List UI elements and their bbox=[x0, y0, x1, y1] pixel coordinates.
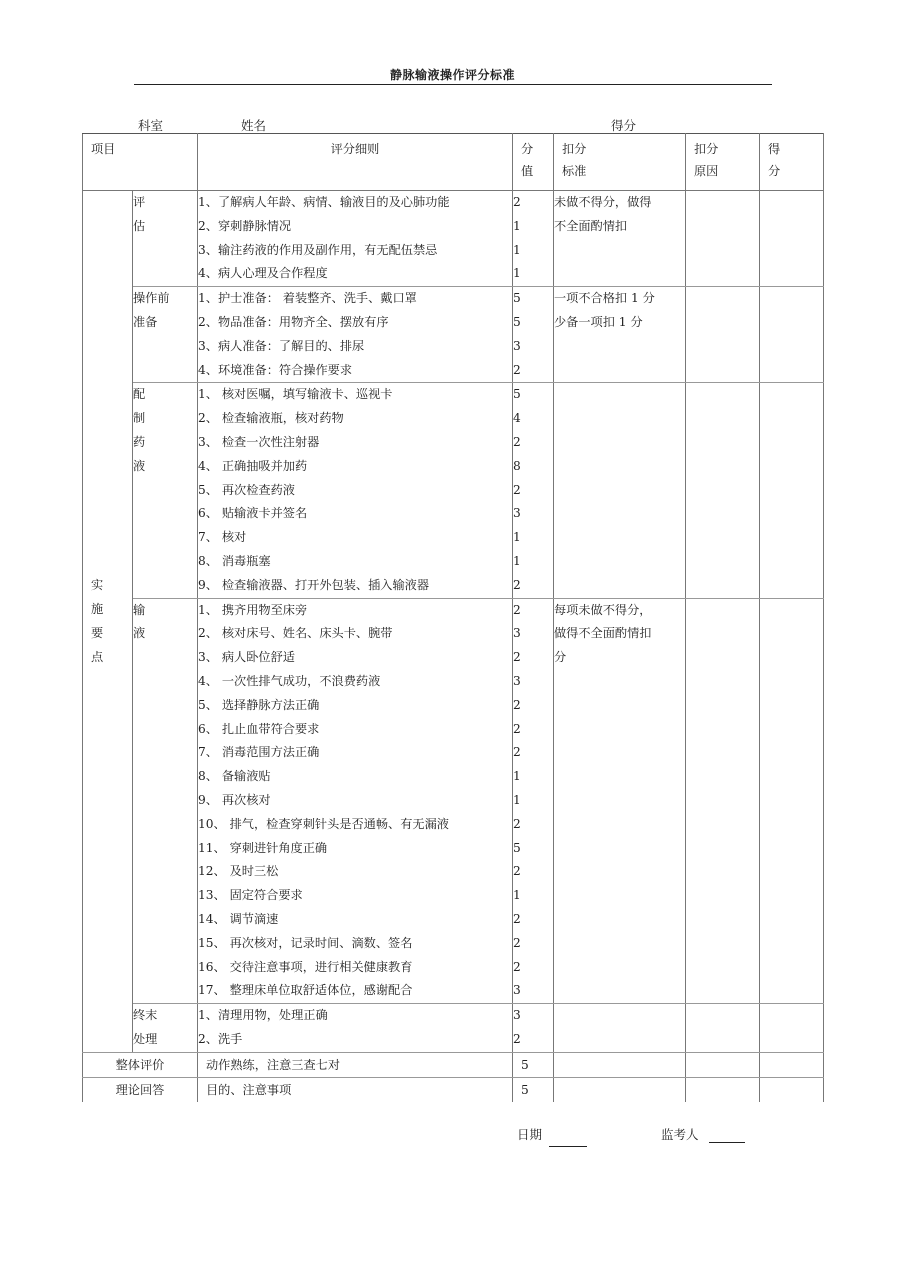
name-field bbox=[241, 116, 320, 134]
header-deduct-reason: 扣分 原因 bbox=[686, 134, 760, 191]
group-name-line: 准备 bbox=[133, 314, 158, 329]
group-name-line: 药 bbox=[133, 434, 146, 449]
criteria-item: 2、穿刺静脉情况 bbox=[198, 218, 292, 233]
group-name-line: 液 bbox=[133, 458, 146, 473]
deduction-reason-cell[interactable] bbox=[686, 191, 760, 287]
criteria-list bbox=[198, 287, 513, 383]
criteria-item: 3、 病人卧位舒适 bbox=[198, 650, 295, 665]
date-field bbox=[517, 1125, 542, 1143]
points-value: 3 bbox=[513, 673, 521, 688]
overall-score[interactable] bbox=[760, 1052, 824, 1077]
points-value: 1 bbox=[513, 888, 521, 903]
criteria-item: 1、护士准备： 着装整齐、洗手、戴口罩 bbox=[198, 291, 417, 306]
points-value: 1 bbox=[513, 266, 521, 281]
criteria-item: 17、 整理床单位取舒适体位，感谢配合 bbox=[198, 983, 413, 998]
overall-deduct-reason[interactable] bbox=[686, 1052, 760, 1077]
group-row bbox=[83, 1004, 824, 1053]
dept-field bbox=[138, 116, 209, 134]
score-field bbox=[611, 116, 686, 134]
header-score: 得 分 bbox=[760, 134, 824, 191]
points-list bbox=[513, 287, 554, 383]
criteria-item: 3、病人准备：了解目的、排尿 bbox=[198, 338, 365, 353]
criteria-item: 1、清理用物，处理正确 bbox=[198, 1008, 328, 1023]
points-value: 1 bbox=[513, 530, 521, 545]
group-name-line: 输 bbox=[133, 602, 146, 617]
deduction-standard-line: 少备一项扣 1 分 bbox=[554, 314, 643, 329]
points-value: 4 bbox=[513, 411, 521, 426]
criteria-item: 9、 再次核对 bbox=[198, 792, 271, 807]
criteria-item: 5、 再次检查药液 bbox=[198, 482, 295, 497]
criteria-item: 8、 消毒瓶塞 bbox=[198, 553, 271, 568]
group-row bbox=[83, 191, 824, 287]
group-name bbox=[133, 191, 198, 287]
examiner-label: 监考人 bbox=[661, 1127, 699, 1142]
theory-label: 理论回答 bbox=[83, 1077, 198, 1102]
criteria-item: 6、 扎止血带符合要求 bbox=[198, 721, 320, 736]
deduction-standard[interactable] bbox=[554, 383, 686, 598]
deduction-standard-line: 分 bbox=[554, 650, 567, 665]
deduction-standard-line: 做得不全面酌情扣 bbox=[554, 626, 652, 641]
group-row bbox=[83, 383, 824, 598]
points-value: 3 bbox=[513, 1008, 521, 1023]
points-value: 2 bbox=[513, 434, 521, 449]
points-value: 1 bbox=[513, 218, 521, 233]
points-value: 5 bbox=[513, 291, 521, 306]
criteria-item: 2、 核对床号、姓名、床头卡、腕带 bbox=[198, 626, 393, 641]
title-underline bbox=[134, 84, 772, 85]
overall-value: 5 bbox=[513, 1052, 554, 1077]
criteria-item: 4、 一次性排气成功，不浪费药液 bbox=[198, 673, 381, 688]
points-value: 2 bbox=[513, 650, 521, 665]
group-name bbox=[133, 598, 198, 1004]
overall-label: 整体评价 bbox=[83, 1052, 198, 1077]
group-name bbox=[133, 1004, 198, 1053]
overall-row bbox=[83, 1052, 824, 1077]
points-value: 2 bbox=[513, 602, 521, 617]
criteria-item: 13、 固定符合要求 bbox=[198, 888, 303, 903]
criteria-item: 15、 再次核对，记录时间、滴数、签名 bbox=[198, 935, 413, 950]
document-title: 静脉输液操作评分标准 bbox=[389, 68, 515, 82]
header-value: 分 值 bbox=[513, 134, 554, 191]
points-value: 2 bbox=[513, 362, 521, 377]
group-name-line: 制 bbox=[133, 411, 146, 426]
points-value: 2 bbox=[513, 577, 521, 592]
points-value: 8 bbox=[513, 458, 521, 473]
points-value: 2 bbox=[513, 935, 521, 950]
criteria-list bbox=[198, 191, 513, 287]
deduction-standard[interactable] bbox=[554, 598, 686, 1004]
points-value: 5 bbox=[513, 387, 521, 402]
points-value: 1 bbox=[513, 792, 521, 807]
criteria-item: 1、 核对医嘱，填写输液卡、巡视卡 bbox=[198, 387, 393, 402]
deduction-standard[interactable] bbox=[554, 287, 686, 383]
examiner-blank[interactable] bbox=[709, 1130, 745, 1143]
group-name-line: 估 bbox=[133, 218, 146, 233]
criteria-list bbox=[198, 383, 513, 598]
points-value: 3 bbox=[513, 983, 521, 998]
date-blank[interactable] bbox=[549, 1146, 587, 1147]
points-value: 2 bbox=[513, 959, 521, 974]
points-value: 2 bbox=[513, 697, 521, 712]
criteria-item: 2、洗手 bbox=[198, 1031, 243, 1046]
points-list bbox=[513, 598, 554, 1004]
criteria-item: 4、 正确抽吸并加药 bbox=[198, 458, 308, 473]
criteria-item: 7、 核对 bbox=[198, 530, 247, 545]
points-value: 2 bbox=[513, 745, 521, 760]
name-label: 姓名 bbox=[241, 118, 267, 133]
score-cell[interactable] bbox=[760, 383, 824, 598]
points-value: 5 bbox=[513, 840, 521, 855]
points-list bbox=[513, 191, 554, 287]
points-value: 2 bbox=[513, 721, 521, 736]
overall-deduct-standard[interactable] bbox=[554, 1052, 686, 1077]
score-cell[interactable] bbox=[760, 598, 824, 1004]
group-row bbox=[83, 598, 824, 1004]
section-label-char: 施 bbox=[91, 602, 104, 617]
deduction-reason-cell[interactable] bbox=[686, 598, 760, 1004]
criteria-item: 7、 消毒范围方法正确 bbox=[198, 745, 320, 760]
criteria-item: 4、环境准备：符合操作要求 bbox=[198, 362, 353, 377]
points-value: 5 bbox=[513, 314, 521, 329]
theory-score[interactable] bbox=[760, 1077, 824, 1102]
deduction-reason-cell[interactable] bbox=[686, 1004, 760, 1053]
criteria-item: 9、 检查输液器、打开外包装、插入输液器 bbox=[198, 577, 430, 592]
points-value: 2 bbox=[513, 816, 521, 831]
deduction-reason-cell[interactable] bbox=[686, 287, 760, 383]
theory-row bbox=[83, 1077, 824, 1102]
criteria-item: 12、 及时三松 bbox=[198, 864, 279, 879]
points-value: 2 bbox=[513, 195, 521, 209]
criteria-item: 2、 检查输液瓶，核对药物 bbox=[198, 411, 344, 426]
deduction-standard-line: 未做不得分，做得 bbox=[554, 195, 652, 209]
points-value: 2 bbox=[513, 911, 521, 926]
section-label-char: 要 bbox=[91, 626, 104, 641]
points-value: 2 bbox=[513, 482, 521, 497]
examiner-field bbox=[661, 1125, 745, 1143]
header-item: 项目 bbox=[83, 134, 198, 191]
date-label: 日期 bbox=[517, 1127, 543, 1142]
score-cell[interactable] bbox=[760, 287, 824, 383]
overall-detail: 动作熟练，注意三查七对 bbox=[198, 1052, 513, 1077]
criteria-item: 3、 检查一次性注射器 bbox=[198, 434, 320, 449]
criteria-list bbox=[198, 598, 513, 1004]
criteria-item: 1、了解病人年龄、病情、输液目的及心肺功能 bbox=[198, 195, 450, 209]
points-value: 1 bbox=[513, 553, 521, 568]
group-name bbox=[133, 383, 198, 598]
criteria-item: 2、物品准备：用物齐全、摆放有序 bbox=[198, 314, 389, 329]
group-name-line: 操作前 bbox=[133, 291, 170, 306]
group-name-line: 处理 bbox=[133, 1031, 158, 1046]
points-value: 3 bbox=[513, 626, 521, 641]
group-name bbox=[133, 287, 198, 383]
criteria-item: 16、 交待注意事项，进行相关健康教育 bbox=[198, 959, 413, 974]
points-value: 1 bbox=[513, 769, 521, 784]
header-detail: 评分细则 bbox=[198, 134, 513, 191]
points-value: 1 bbox=[513, 242, 521, 257]
section-label-char: 点 bbox=[91, 650, 104, 665]
deduction-reason-cell[interactable] bbox=[686, 383, 760, 598]
criteria-item: 5、 选择静脉方法正确 bbox=[198, 697, 320, 712]
criteria-item: 10、 排气，检查穿刺针头是否通畅、有无漏液 bbox=[198, 816, 449, 831]
criteria-item: 8、 备输液贴 bbox=[198, 769, 271, 784]
theory-detail: 目的、注意事项 bbox=[198, 1077, 513, 1102]
deduction-standard-line: 每项未做不得分， bbox=[554, 602, 652, 617]
group-name-line: 终末 bbox=[133, 1008, 158, 1023]
section-label bbox=[83, 191, 133, 1053]
scoring-table bbox=[82, 133, 824, 1102]
theory-deduct-standard[interactable] bbox=[554, 1077, 686, 1102]
theory-value: 5 bbox=[513, 1077, 554, 1102]
criteria-item: 6、 贴输液卡并签名 bbox=[198, 506, 308, 521]
dept-label: 科室 bbox=[138, 118, 164, 133]
points-list bbox=[513, 383, 554, 598]
points-value: 3 bbox=[513, 338, 521, 353]
score-label: 得分 bbox=[611, 118, 637, 133]
points-value: 3 bbox=[513, 506, 521, 521]
points-value: 2 bbox=[513, 864, 521, 879]
table-header-row bbox=[83, 134, 824, 191]
group-name-line: 液 bbox=[133, 626, 146, 641]
points-list bbox=[513, 1004, 554, 1053]
points-value: 2 bbox=[513, 1031, 521, 1046]
criteria-item: 1、 携齐用物至床旁 bbox=[198, 602, 308, 617]
deduction-standard[interactable] bbox=[554, 1004, 686, 1053]
header-deduct-standard: 扣分 标准 bbox=[554, 134, 686, 191]
group-row bbox=[83, 287, 824, 383]
criteria-item: 11、 穿刺进针角度正确 bbox=[198, 840, 328, 855]
score-cell[interactable] bbox=[760, 1004, 824, 1053]
criteria-list bbox=[198, 1004, 513, 1053]
criteria-item: 4、病人心理及合作程度 bbox=[198, 266, 328, 281]
group-name-line: 评 bbox=[133, 195, 146, 209]
score-cell[interactable] bbox=[760, 191, 824, 287]
group-name-line: 配 bbox=[133, 387, 146, 402]
criteria-item: 14、 调节滴速 bbox=[198, 911, 279, 926]
section-label-char: 实 bbox=[91, 578, 104, 593]
deduction-standard-line: 不全面酌情扣 bbox=[554, 218, 628, 233]
deduction-standard[interactable] bbox=[554, 191, 686, 287]
deduction-standard-line: 一项不合格扣 1 分 bbox=[554, 291, 655, 306]
theory-deduct-reason[interactable] bbox=[686, 1077, 760, 1102]
criteria-item: 3、输注药液的作用及副作用，有无配伍禁忌 bbox=[198, 242, 438, 257]
